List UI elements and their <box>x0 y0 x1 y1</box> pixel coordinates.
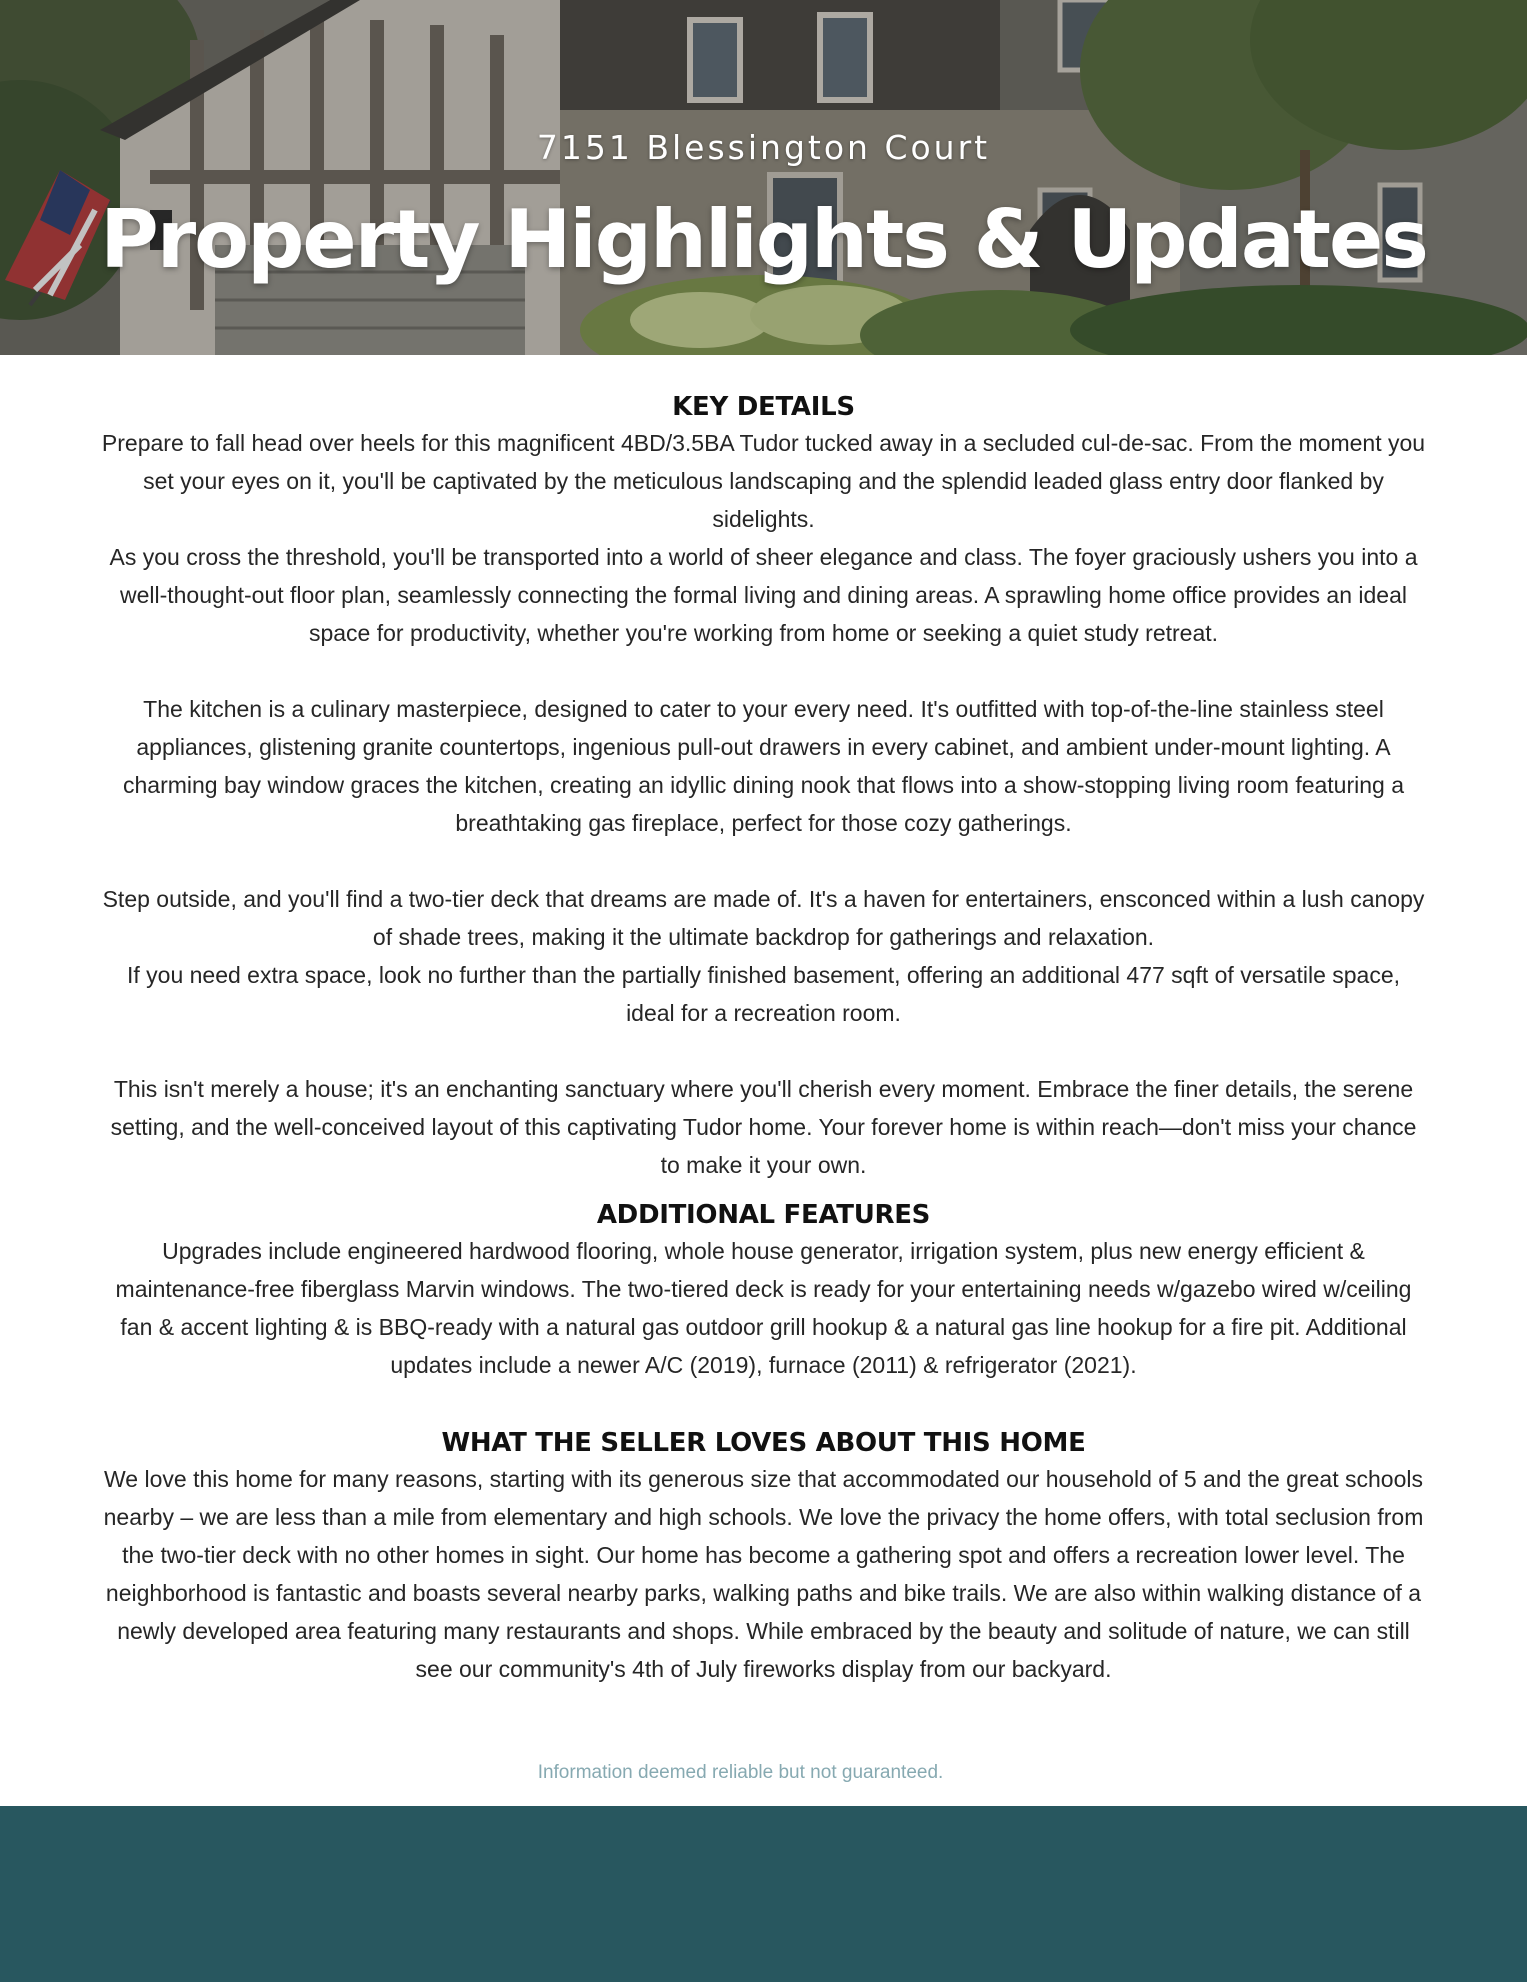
key-details-paragraph: Step outside, and you'll find a two-tier deck that dreams are made of. It's a haven for entertainers, ensconced within a lush canopy of shade trees, making it the ultimate backdrop for gatherings and relaxation. <box>102 886 1425 950</box>
key-details-paragraph: If you need extra space, look no further than the partially finished basement, offering an additional 477 sqft of versatile space, ideal for a recreation room. <box>126 962 1401 1026</box>
key-details-heading: KEY DETAILS <box>672 392 855 422</box>
seller-loves-heading: WHAT THE SELLER LOVES ABOUT THIS HOME <box>441 1428 1086 1458</box>
key-details-paragraph: As you cross the threshold, you'll be transported into a world of sheer elegance and class. The foyer graciously ushers you into a well-thought-out floor plan, seamlessly connecting the formal living and dining areas. A sprawling home office provides an ideal space for productivity, whether you're working from home or seeking a quiet study retreat. <box>109 544 1418 646</box>
hero-banner <box>0 0 1527 355</box>
disclaimer: Information deemed reliable but not guaranteed. <box>537 1762 944 1783</box>
main-content <box>100 390 1427 1688</box>
key-details-paragraph: This isn't merely a house; it's an enchanting sanctuary where you'll cherish every moment. Embrace the finer details, the serene setting, and the well-conceived layout of this captivating Tudor home. Your forever home is within reach—don't miss your chance to make it your own. <box>110 1076 1417 1178</box>
key-details-paragraph: The kitchen is a culinary masterpiece, designed to cater to your every need. It's outfitted with top-of-the-line stainless steel appliances, glistening granite countertops, ingenious pull-out drawers in every cabinet, and ambient under-mount lighting. A charming bay window graces the kitchen, creating an idyllic dining nook that flows into a show-stopping living room featuring a breathtaking gas fireplace, perfect for those cozy gatherings. <box>122 696 1405 836</box>
additional-features-text: Upgrades include engineered hardwood flooring, whole house generator, irrigation system, plus new energy efficient & maintenance-free fiberglass Marvin windows. The two-tiered deck is ready for your entertaining needs w/gazebo wired w/ceiling fan & accent lighting & is BBQ-ready with a natural gas outdoor grill hookup & a natural gas line hookup for a fire pit. Additional updates include a newer A/C (2019), furnace (2011) & refrigerator (2021). <box>115 1238 1412 1378</box>
footer-band <box>0 1806 1527 1982</box>
additional-features-heading: ADDITIONAL FEATURES <box>596 1200 931 1230</box>
seller-loves-text: We love this home for many reasons, starting with its generous size that accommodated our household of 5 and the great schools nearby – we are less than a mile from elementary and high schools. We love the privacy the home offers, with total seclusion from the two-tier deck with no other homes in sight. Our home has become a gathering spot and offers a recreation lower level. The neighborhood is fantastic and boasts several nearby parks, walking paths and bike trails. We are also within walking distance of a newly developed area featuring many restaurants and shops. While embraced by the beauty and solitude of nature, we can still see our community's 4th of July fireworks display from our backyard. <box>103 1466 1424 1682</box>
key-details-paragraph: Prepare to fall head over heels for this magnificent 4BD/3.5BA Tudor tucked away in a secluded cul-de-sac. From the moment you set your eyes on it, you'll be captivated by the meticulous landscaping and the splendid leaded glass entry door flanked by sidelights. <box>101 430 1426 532</box>
hero-overlay <box>0 0 1527 355</box>
page-title: Property Highlights & Updates <box>100 193 1427 286</box>
property-address: 7151 Blessington Court <box>536 128 991 167</box>
